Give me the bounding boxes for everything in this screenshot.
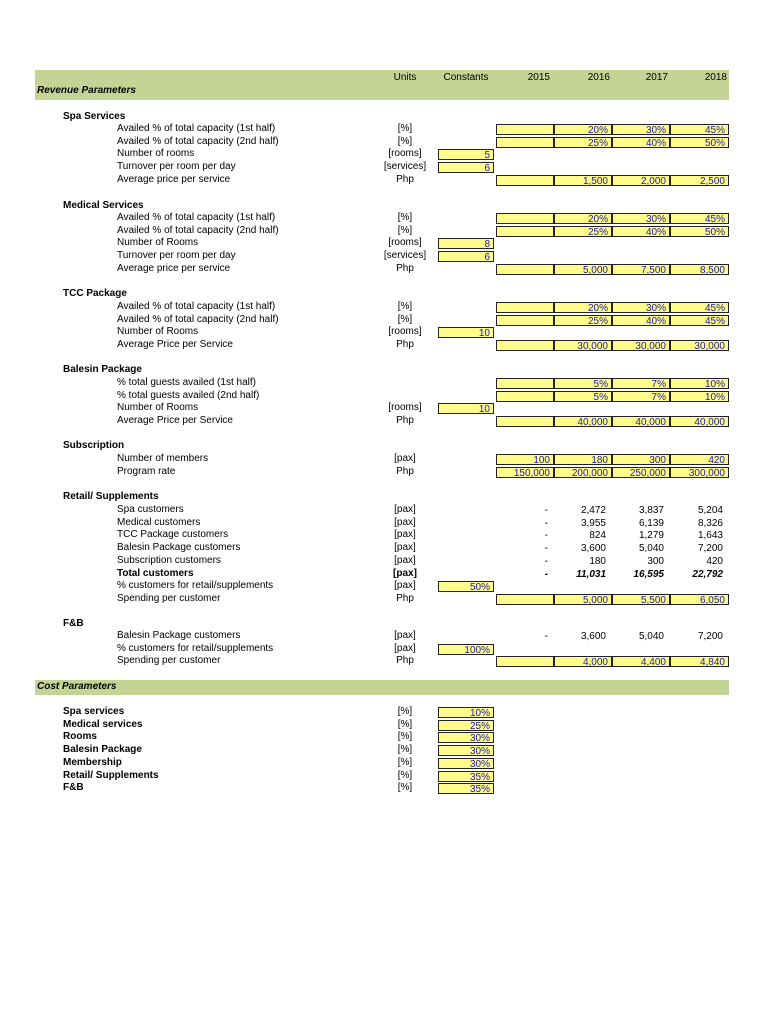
balesin-y2015-input[interactable]: [496, 378, 554, 389]
year-2017-header: 2017: [645, 72, 668, 83]
spa-row-unit: [rooms]: [388, 148, 422, 159]
constants-header: Constants: [443, 72, 489, 83]
retail-y2017-value: 300: [647, 556, 664, 567]
retail-y2017-value: 16,595: [633, 569, 664, 580]
balesin-y2018-input[interactable]: 40,000: [670, 416, 729, 427]
fb-y2016-value: 3,600: [580, 631, 606, 642]
tcc-row-unit: Php: [396, 339, 414, 350]
retail-row-unit: [pax]: [394, 517, 416, 528]
spa-y2016-input[interactable]: 20%: [554, 124, 612, 135]
spa-row-unit: [%]: [397, 123, 413, 134]
spa-row-label: Turnover per room per day: [117, 161, 236, 172]
tcc-row-label: Average Price per Service: [117, 339, 233, 350]
retail-y2016-input[interactable]: 5,000: [554, 594, 612, 605]
tcc-constant-input[interactable]: 10: [438, 327, 494, 338]
medical-row-label: Average price per service: [117, 263, 231, 274]
cost-row-unit: [%]: [397, 757, 413, 768]
cost-constant-input[interactable]: 30%: [438, 732, 494, 743]
tcc-section-title: TCC Package: [63, 288, 127, 299]
tcc-y2016-input[interactable]: 25%: [554, 315, 612, 326]
subscription-y2016-input[interactable]: 200,000: [554, 467, 612, 478]
retail-y2018-value: 1,643: [697, 530, 723, 541]
retail-row-unit: [pax]: [394, 580, 416, 591]
medical-y2018-input[interactable]: 50%: [670, 226, 729, 237]
retail-y2017-value: 5,040: [638, 543, 664, 554]
cost-row-label: Rooms: [63, 731, 97, 742]
retail-y2016-value: 2,472: [580, 505, 606, 516]
cost-constant-input[interactable]: 25%: [438, 720, 494, 731]
retail-row-unit: [pax]: [394, 542, 416, 553]
balesin-y2016-input[interactable]: 40,000: [554, 416, 612, 427]
subscription-y2017-input[interactable]: 250,000: [612, 467, 670, 478]
cost-parameters-title: Cost Parameters: [37, 681, 117, 692]
spa-row-label: Availed % of total capacity (1st half): [117, 123, 276, 134]
fb-y2015-value: -: [544, 631, 548, 642]
retail-y2018-value: 5,204: [697, 505, 723, 516]
retail-y2017-input[interactable]: 5,500: [612, 594, 670, 605]
retail-row-unit: [pax]: [394, 529, 416, 540]
medical-row-label: Turnover per room per day: [117, 250, 236, 261]
subscription-y2015-input[interactable]: 100: [496, 454, 554, 465]
fb-row-label: Spending per customer: [117, 655, 221, 666]
medical-row-unit: [rooms]: [388, 237, 422, 248]
tcc-row-unit: [%]: [397, 314, 413, 325]
spa-y2017-input[interactable]: 30%: [612, 124, 670, 135]
subscription-y2017-input[interactable]: 300: [612, 454, 670, 465]
cost-row-unit: [%]: [397, 706, 413, 717]
fb-section-title: F&B: [63, 618, 84, 629]
retail-y2017-value: 3,837: [638, 505, 664, 516]
retail-row-unit: Php: [396, 593, 414, 604]
spa-constant-input[interactable]: 5: [438, 149, 494, 160]
spa-row-label: Number of rooms: [117, 148, 195, 159]
cost-row-label: Spa services: [63, 706, 125, 717]
year-2016-header: 2016: [587, 72, 610, 83]
cost-row-label: F&B: [63, 782, 84, 793]
retail-row-label: % customers for retail/supplements: [117, 580, 274, 591]
balesin-row-unit: Php: [396, 415, 414, 426]
spa-row-unit: [services]: [383, 161, 427, 172]
spa-y2015-input[interactable]: [496, 175, 554, 186]
fb-y2017-input[interactable]: 4,400: [612, 656, 670, 667]
retail-y2018-value: 7,200: [697, 543, 723, 554]
retail-row-label: Spending per customer: [117, 593, 221, 604]
fb-y2018-value: 7,200: [697, 631, 723, 642]
retail-y2015-input[interactable]: [496, 594, 554, 605]
cost-constant-input[interactable]: 30%: [438, 745, 494, 756]
medical-y2016-input[interactable]: 25%: [554, 226, 612, 237]
spa-row-label: Availed % of total capacity (2nd half): [117, 136, 279, 147]
cost-constant-input[interactable]: 35%: [438, 771, 494, 782]
retail-section-title: Retail/ Supplements: [63, 491, 159, 502]
fb-row-label: Balesin Package customers: [117, 630, 241, 641]
fb-y2016-input[interactable]: 4,000: [554, 656, 612, 667]
tcc-y2017-input[interactable]: 30,000: [612, 340, 670, 351]
fb-row-unit: Php: [396, 655, 414, 666]
cost-row-unit: [%]: [397, 770, 413, 781]
balesin-row-unit: [rooms]: [388, 402, 422, 413]
balesin-y2016-input[interactable]: 5%: [554, 378, 612, 389]
retail-row-label: Balesin Package customers: [117, 542, 241, 553]
subscription-section-title: Subscription: [63, 440, 125, 451]
revenue-parameters-title: Revenue Parameters: [37, 85, 136, 96]
balesin-y2017-input[interactable]: 7%: [612, 391, 670, 402]
spa-y2017-input[interactable]: 2,000: [612, 175, 670, 186]
fb-y2017-value: 5,040: [638, 631, 664, 642]
spa-row-label: Average price per service: [117, 174, 231, 185]
spa-y2016-input[interactable]: 1,500: [554, 175, 612, 186]
cost-constant-input[interactable]: 30%: [438, 758, 494, 769]
medical-y2016-input[interactable]: 5,000: [554, 264, 612, 275]
tcc-row-unit: [%]: [397, 301, 413, 312]
spa-row-unit: [%]: [397, 136, 413, 147]
units-header: Units: [393, 72, 417, 83]
tcc-row-label: Availed % of total capacity (2nd half): [117, 314, 279, 325]
retail-y2015-value: -: [544, 518, 548, 529]
tcc-row-label: Availed % of total capacity (1st half): [117, 301, 276, 312]
tcc-y2017-input[interactable]: 30%: [612, 302, 670, 313]
spa-y2015-input[interactable]: [496, 137, 554, 148]
retail-row-label: Medical customers: [117, 517, 201, 528]
retail-y2015-value: -: [544, 543, 548, 554]
retail-row-unit: [pax]: [394, 504, 416, 515]
retail-y2016-value: 824: [589, 530, 606, 541]
cost-row-unit: [%]: [397, 731, 413, 742]
balesin-y2018-input[interactable]: 10%: [670, 391, 729, 402]
subscription-row-unit: [pax]: [394, 453, 416, 464]
subscription-y2018-input[interactable]: 300,000: [670, 467, 729, 478]
medical-row-label: Availed % of total capacity (1st half): [117, 212, 276, 223]
spa-row-unit: Php: [396, 174, 414, 185]
medical-constant-input[interactable]: 8: [438, 238, 494, 249]
medical-y2017-input[interactable]: 40%: [612, 226, 670, 237]
cost-row-label: Balesin Package: [63, 744, 142, 755]
medical-y2017-input[interactable]: 7,500: [612, 264, 670, 275]
subscription-row-label: Program rate: [117, 466, 176, 477]
medical-row-unit: [services]: [383, 250, 427, 261]
cost-row-label: Retail/ Supplements: [63, 770, 159, 781]
balesin-y2017-input[interactable]: 40,000: [612, 416, 670, 427]
tcc-y2015-input[interactable]: [496, 340, 554, 351]
tcc-row-label: Number of Rooms: [117, 326, 199, 337]
tcc-y2016-input[interactable]: 30,000: [554, 340, 612, 351]
cost-constant-input[interactable]: 35%: [438, 783, 494, 794]
balesin-y2018-input[interactable]: 10%: [670, 378, 729, 389]
balesin-y2015-input[interactable]: [496, 416, 554, 427]
subscription-row-label: Number of members: [117, 453, 209, 464]
retail-row-label: Total customers: [117, 568, 194, 579]
fb-y2018-input[interactable]: 4,840: [670, 656, 729, 667]
medical-y2018-input[interactable]: 8,500: [670, 264, 729, 275]
tcc-y2015-input[interactable]: [496, 302, 554, 313]
retail-y2018-input[interactable]: 6,050: [670, 594, 729, 605]
medical-y2016-input[interactable]: 20%: [554, 213, 612, 224]
medical-row-label: Number of Rooms: [117, 237, 199, 248]
spa-y2017-input[interactable]: 40%: [612, 137, 670, 148]
medical-y2015-input[interactable]: [496, 213, 554, 224]
balesin-row-label: Average Price per Service: [117, 415, 233, 426]
cost-row-unit: [%]: [397, 744, 413, 755]
subscription-row-unit: Php: [396, 466, 414, 477]
medical-y2017-input[interactable]: 30%: [612, 213, 670, 224]
fb-row-label: % customers for retail/supplements: [117, 643, 274, 654]
subscription-y2018-input[interactable]: 420: [670, 454, 729, 465]
year-2018-header: 2018: [704, 72, 727, 83]
balesin-row-label: Number of Rooms: [117, 402, 199, 413]
spa-section-title: Spa Services: [63, 111, 126, 122]
medical-section-title: Medical Services: [63, 200, 144, 211]
spa-y2015-input[interactable]: [496, 124, 554, 135]
balesin-y2016-input[interactable]: 5%: [554, 391, 612, 402]
cost-row-unit: [%]: [397, 719, 413, 730]
cost-row-label: Medical services: [63, 719, 143, 730]
subscription-y2016-input[interactable]: 180: [554, 454, 612, 465]
balesin-row-label: % total guests availed (2nd half): [117, 390, 260, 401]
tcc-row-unit: [rooms]: [388, 326, 422, 337]
cost-row-unit: [%]: [397, 782, 413, 793]
medical-row-unit: [%]: [397, 212, 413, 223]
retail-y2015-value: -: [544, 556, 548, 567]
retail-y2016-value: 11,031: [576, 569, 606, 580]
balesin-row-label: % total guests availed (1st half): [117, 377, 256, 388]
balesin-constant-input[interactable]: 10: [438, 403, 494, 414]
medical-y2018-input[interactable]: 45%: [670, 213, 729, 224]
medical-row-unit: Php: [396, 263, 414, 274]
retail-y2016-value: 3,955: [580, 518, 606, 529]
tcc-y2016-input[interactable]: 20%: [554, 302, 612, 313]
retail-y2017-value: 1,279: [638, 530, 664, 541]
retail-row-label: Subscription customers: [117, 555, 221, 566]
subscription-y2015-input[interactable]: 150,000: [496, 467, 554, 478]
retail-row-unit: [pax]: [394, 555, 416, 566]
tcc-y2018-input[interactable]: 45%: [670, 302, 729, 313]
medical-row-unit: [%]: [397, 225, 413, 236]
medical-y2015-input[interactable]: [496, 226, 554, 237]
retail-constant-input[interactable]: 50%: [438, 581, 494, 592]
spa-y2018-input[interactable]: 45%: [670, 124, 729, 135]
tcc-y2015-input[interactable]: [496, 315, 554, 326]
retail-y2018-value: 420: [706, 556, 723, 567]
spa-constant-input[interactable]: 6: [438, 162, 494, 173]
spa-y2018-input[interactable]: 2,500: [670, 175, 729, 186]
retail-y2015-value: -: [544, 530, 548, 541]
retail-y2016-value: 180: [589, 556, 606, 567]
fb-row-unit: [pax]: [394, 630, 416, 641]
fb-y2015-input[interactable]: [496, 656, 554, 667]
cost-row-label: Membership: [63, 757, 122, 768]
cost-constant-input[interactable]: 10%: [438, 707, 494, 718]
retail-y2015-value: -: [544, 569, 548, 580]
spa-y2018-input[interactable]: 50%: [670, 137, 729, 148]
tcc-y2017-input[interactable]: 40%: [612, 315, 670, 326]
tcc-y2018-input[interactable]: 45%: [670, 315, 729, 326]
fb-row-unit: [pax]: [394, 643, 416, 654]
retail-y2016-value: 3,600: [580, 543, 606, 554]
retail-row-label: TCC Package customers: [117, 529, 229, 540]
retail-row-label: Spa customers: [117, 504, 184, 515]
medical-y2015-input[interactable]: [496, 264, 554, 275]
balesin-y2015-input[interactable]: [496, 391, 554, 402]
balesin-section-title: Balesin Package: [63, 364, 142, 375]
retail-y2015-value: -: [544, 505, 548, 516]
cost-band: [35, 680, 729, 695]
balesin-y2017-input[interactable]: 7%: [612, 378, 670, 389]
retail-row-unit: [pax]: [393, 568, 417, 579]
retail-y2018-value: 22,792: [692, 569, 723, 580]
year-2015-header: 2015: [527, 72, 550, 83]
retail-y2018-value: 8,326: [697, 518, 723, 529]
retail-y2017-value: 6,139: [638, 518, 664, 529]
medical-constant-input[interactable]: 6: [438, 251, 494, 262]
medical-row-label: Availed % of total capacity (2nd half): [117, 225, 279, 236]
spa-y2016-input[interactable]: 25%: [554, 137, 612, 148]
tcc-y2018-input[interactable]: 30,000: [670, 340, 729, 351]
fb-constant-input[interactable]: 100%: [438, 644, 494, 655]
